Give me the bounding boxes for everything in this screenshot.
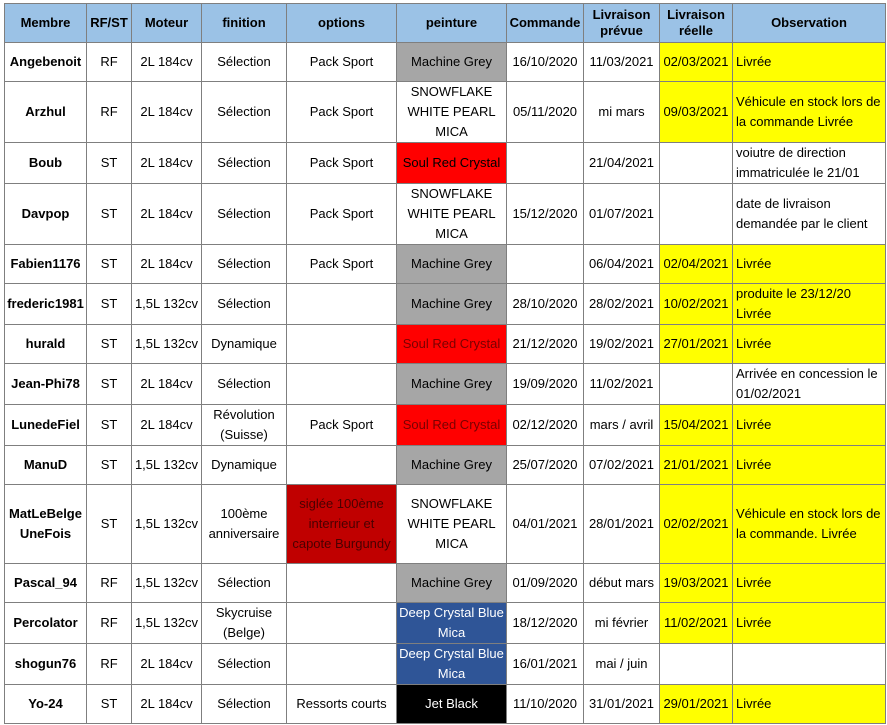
cell-finition[interactable]: Sélection	[202, 245, 287, 284]
cell-livraison-prevue[interactable]: mars / avril	[584, 405, 660, 446]
cell-rfst[interactable]: RF	[87, 82, 132, 143]
cell-rfst[interactable]: ST	[87, 446, 132, 485]
cell-membre[interactable]: LunedeFiel	[5, 405, 87, 446]
cell-livraison-reelle[interactable]: 29/01/2021	[660, 685, 733, 724]
cell-livraison-reelle[interactable]: 09/03/2021	[660, 82, 733, 143]
cell-peinture[interactable]: Deep Crystal Blue Mica	[397, 644, 507, 685]
cell-membre[interactable]: Jean-Phi78	[5, 364, 87, 405]
cell-membre[interactable]: MatLeBelge UneFois	[5, 485, 87, 564]
cell-livraison-prevue[interactable]: 11/03/2021	[584, 43, 660, 82]
cell-peinture[interactable]: Machine Grey	[397, 446, 507, 485]
cell-livraison-reelle[interactable]: 10/02/2021	[660, 284, 733, 325]
table-row	[5, 685, 886, 724]
cell-finition[interactable]: Sélection	[202, 564, 287, 603]
header-finition[interactable]: finition	[202, 4, 287, 43]
cell-commande[interactable]: 18/12/2020	[507, 603, 584, 644]
table-row	[5, 284, 886, 325]
cell-livraison-prevue[interactable]: mai / juin	[584, 644, 660, 685]
cell-options[interactable]: Ressorts courts	[287, 685, 397, 724]
cell-peinture[interactable]: Machine Grey	[397, 564, 507, 603]
cell-moteur[interactable]: 1,5L 132cv	[132, 325, 202, 364]
cell-rfst[interactable]: ST	[87, 485, 132, 564]
cell-commande[interactable]: 21/12/2020	[507, 325, 584, 364]
cell-moteur[interactable]: 1,5L 132cv	[132, 564, 202, 603]
cell-rfst[interactable]: RF	[87, 644, 132, 685]
cell-moteur[interactable]: 2L 184cv	[132, 685, 202, 724]
cell-finition[interactable]: Sélection	[202, 184, 287, 245]
cell-moteur[interactable]: 2L 184cv	[132, 82, 202, 143]
cell-membre[interactable]: Pascal_94	[5, 564, 87, 603]
cell-livraison-reelle[interactable]: 11/02/2021	[660, 603, 733, 644]
table-row	[5, 446, 886, 485]
cell-rfst[interactable]: ST	[87, 143, 132, 184]
cell-peinture[interactable]: SNOWFLAKE WHITE PEARL MICA	[397, 485, 507, 564]
cell-options[interactable]	[287, 564, 397, 603]
cell-livraison-prevue[interactable]: 31/01/2021	[584, 685, 660, 724]
cell-options[interactable]: Pack Sport	[287, 405, 397, 446]
cell-options[interactable]	[287, 644, 397, 685]
cell-finition[interactable]: Sélection	[202, 644, 287, 685]
header-commande[interactable]: Commande	[507, 4, 584, 43]
cell-moteur[interactable]: 1,5L 132cv	[132, 284, 202, 325]
cell-livraison-prevue[interactable]: mi mars	[584, 82, 660, 143]
cell-livraison-reelle[interactable]: 15/04/2021	[660, 405, 733, 446]
header-moteur[interactable]: Moteur	[132, 4, 202, 43]
table-row	[5, 644, 886, 685]
cell-livraison-prevue[interactable]: mi février	[584, 603, 660, 644]
cell-finition[interactable]: Skycruise (Belge)	[202, 603, 287, 644]
cell-rfst[interactable]: ST	[87, 245, 132, 284]
cell-peinture[interactable]: Machine Grey	[397, 245, 507, 284]
cell-rfst[interactable]: ST	[87, 184, 132, 245]
cell-finition[interactable]: 100ème anniversaire	[202, 485, 287, 564]
table-row	[5, 245, 886, 284]
cell-moteur[interactable]: 2L 184cv	[132, 184, 202, 245]
cell-livraison-prevue[interactable]: 06/04/2021	[584, 245, 660, 284]
cell-membre[interactable]: Arzhul	[5, 82, 87, 143]
cell-commande[interactable]: 16/01/2021	[507, 644, 584, 685]
cell-livraison-prevue[interactable]: 21/04/2021	[584, 143, 660, 184]
cell-moteur[interactable]: 2L 184cv	[132, 405, 202, 446]
cell-livraison-prevue[interactable]: 01/07/2021	[584, 184, 660, 245]
cell-observation[interactable]	[733, 644, 886, 685]
cell-livraison-reelle[interactable]: 27/01/2021	[660, 325, 733, 364]
header-livraison-prevue[interactable]: Livraison prévue	[584, 4, 660, 43]
cell-options[interactable]	[287, 446, 397, 485]
cell-rfst[interactable]: RF	[87, 603, 132, 644]
table-body	[5, 43, 886, 724]
cell-peinture[interactable]: SNOWFLAKE WHITE PEARL MICA	[397, 184, 507, 245]
cell-peinture[interactable]: Soul Red Crystal	[397, 143, 507, 184]
cell-moteur[interactable]: 2L 184cv	[132, 364, 202, 405]
cell-peinture[interactable]: Deep Crystal Blue Mica	[397, 603, 507, 644]
cell-livraison-prevue[interactable]: 19/02/2021	[584, 325, 660, 364]
cell-membre[interactable]: hurald	[5, 325, 87, 364]
cell-livraison-reelle[interactable]: 19/03/2021	[660, 564, 733, 603]
cell-options[interactable]: Pack Sport	[287, 43, 397, 82]
cell-options[interactable]: Pack Sport	[287, 184, 397, 245]
header-observation[interactable]: Observation	[733, 4, 886, 43]
cell-membre[interactable]: Davpop	[5, 184, 87, 245]
cell-finition[interactable]: Dynamique	[202, 446, 287, 485]
cell-finition[interactable]: Sélection	[202, 364, 287, 405]
cell-commande[interactable]: 19/09/2020	[507, 364, 584, 405]
header-rfst[interactable]: RF/ST	[87, 4, 132, 43]
cell-peinture[interactable]: Jet Black	[397, 685, 507, 724]
cell-peinture[interactable]: Soul Red Crystal	[397, 325, 507, 364]
table-row	[5, 143, 886, 184]
cell-rfst[interactable]: ST	[87, 325, 132, 364]
cell-rfst[interactable]: ST	[87, 284, 132, 325]
cell-commande[interactable]	[507, 143, 584, 184]
cell-commande[interactable]: 02/12/2020	[507, 405, 584, 446]
header-peinture[interactable]: peinture	[397, 4, 507, 43]
header-membre[interactable]: Membre	[5, 4, 87, 43]
cell-membre[interactable]: ManuD	[5, 446, 87, 485]
cell-observation[interactable]: Livrée	[733, 245, 886, 284]
cell-membre[interactable]: frederic1981	[5, 284, 87, 325]
cell-observation[interactable]: Véhicule en stock lors de la commande Livrée	[733, 82, 886, 143]
cell-peinture[interactable]: Machine Grey	[397, 284, 507, 325]
table-row	[5, 43, 886, 82]
cell-livraison-reelle[interactable]: 02/02/2021	[660, 485, 733, 564]
table-row	[5, 405, 886, 446]
table-row	[5, 485, 886, 564]
delivery-table	[4, 3, 886, 724]
cell-options[interactable]: siglée 100ème interrieur et capote Burgundy	[287, 485, 397, 564]
cell-options[interactable]: Pack Sport	[287, 143, 397, 184]
cell-observation[interactable]: Livrée	[733, 603, 886, 644]
cell-finition[interactable]: Sélection	[202, 685, 287, 724]
cell-livraison-prevue[interactable]: 28/01/2021	[584, 485, 660, 564]
table-row	[5, 184, 886, 245]
cell-livraison-reelle[interactable]	[660, 143, 733, 184]
cell-observation[interactable]: Livrée	[733, 446, 886, 485]
cell-commande[interactable]: 25/07/2020	[507, 446, 584, 485]
cell-rfst[interactable]: ST	[87, 405, 132, 446]
cell-observation[interactable]: Livrée	[733, 43, 886, 82]
cell-observation[interactable]: Livrée	[733, 564, 886, 603]
cell-finition[interactable]: Sélection	[202, 43, 287, 82]
cell-options[interactable]	[287, 325, 397, 364]
cell-livraison-reelle[interactable]: 21/01/2021	[660, 446, 733, 485]
cell-observation[interactable]: Livrée	[733, 405, 886, 446]
cell-commande[interactable]: 05/11/2020	[507, 82, 584, 143]
cell-rfst[interactable]: RF	[87, 43, 132, 82]
cell-options[interactable]	[287, 364, 397, 405]
cell-finition[interactable]: Dynamique	[202, 325, 287, 364]
table-row	[5, 364, 886, 405]
header-row	[5, 4, 886, 43]
cell-moteur[interactable]: 1,5L 132cv	[132, 485, 202, 564]
cell-commande[interactable]: 01/09/2020	[507, 564, 584, 603]
cell-livraison-prevue[interactable]: 11/02/2021	[584, 364, 660, 405]
cell-commande[interactable]: 16/10/2020	[507, 43, 584, 82]
header-livraison-reelle[interactable]: Livraison réelle	[660, 4, 733, 43]
cell-livraison-reelle[interactable]: 02/03/2021	[660, 43, 733, 82]
cell-observation[interactable]: Arrivée en concession le 01/02/2021	[733, 364, 886, 405]
cell-membre[interactable]: shogun76	[5, 644, 87, 685]
cell-moteur[interactable]: 2L 184cv	[132, 43, 202, 82]
cell-peinture[interactable]: Soul Red Crystal	[397, 405, 507, 446]
cell-finition[interactable]: Sélection	[202, 143, 287, 184]
table-row	[5, 82, 886, 143]
cell-moteur[interactable]: 2L 184cv	[132, 143, 202, 184]
cell-membre[interactable]: Fabien1176	[5, 245, 87, 284]
cell-observation[interactable]: Livrée	[733, 685, 886, 724]
header-options[interactable]: options	[287, 4, 397, 43]
cell-observation[interactable]: produite le 23/12/20 Livrée	[733, 284, 886, 325]
cell-livraison-reelle[interactable]	[660, 364, 733, 405]
cell-commande[interactable]: 15/12/2020	[507, 184, 584, 245]
cell-options[interactable]: Pack Sport	[287, 82, 397, 143]
cell-livraison-prevue[interactable]: 28/02/2021	[584, 284, 660, 325]
cell-rfst[interactable]: ST	[87, 685, 132, 724]
table-row	[5, 325, 886, 364]
cell-commande[interactable]	[507, 245, 584, 284]
cell-observation[interactable]: voiutre de direction immatriculée le 21/01	[733, 143, 886, 184]
cell-moteur[interactable]: 1,5L 132cv	[132, 603, 202, 644]
cell-membre[interactable]: Angebenoit	[5, 43, 87, 82]
cell-options[interactable]: Pack Sport	[287, 245, 397, 284]
cell-observation[interactable]: Livrée	[733, 325, 886, 364]
cell-livraison-reelle[interactable]	[660, 184, 733, 245]
cell-options[interactable]	[287, 284, 397, 325]
cell-membre[interactable]: Percolator	[5, 603, 87, 644]
cell-commande[interactable]: 04/01/2021	[507, 485, 584, 564]
table-row	[5, 603, 886, 644]
cell-finition[interactable]: Sélection	[202, 82, 287, 143]
cell-options[interactable]	[287, 603, 397, 644]
cell-finition[interactable]: Sélection	[202, 284, 287, 325]
cell-commande[interactable]: 28/10/2020	[507, 284, 584, 325]
cell-peinture[interactable]: Machine Grey	[397, 43, 507, 82]
cell-rfst[interactable]: RF	[87, 564, 132, 603]
table-row	[5, 564, 886, 603]
cell-commande[interactable]: 11/10/2020	[507, 685, 584, 724]
cell-peinture[interactable]: SNOWFLAKE WHITE PEARL MICA	[397, 82, 507, 143]
cell-moteur[interactable]: 1,5L 132cv	[132, 446, 202, 485]
cell-finition[interactable]: Révolution (Suisse)	[202, 405, 287, 446]
cell-livraison-reelle[interactable]	[660, 644, 733, 685]
cell-observation[interactable]: Véhicule en stock lors de la commande. Livrée	[733, 485, 886, 564]
cell-moteur[interactable]: 2L 184cv	[132, 644, 202, 685]
cell-livraison-reelle[interactable]: 02/04/2021	[660, 245, 733, 284]
cell-observation[interactable]: date de livraison demandée par le client	[733, 184, 886, 245]
cell-livraison-prevue[interactable]: 07/02/2021	[584, 446, 660, 485]
cell-membre[interactable]: Yo-24	[5, 685, 87, 724]
cell-membre[interactable]: Boub	[5, 143, 87, 184]
cell-rfst[interactable]: ST	[87, 364, 132, 405]
cell-livraison-prevue[interactable]: début mars	[584, 564, 660, 603]
cell-peinture[interactable]: Machine Grey	[397, 364, 507, 405]
cell-moteur[interactable]: 2L 184cv	[132, 245, 202, 284]
